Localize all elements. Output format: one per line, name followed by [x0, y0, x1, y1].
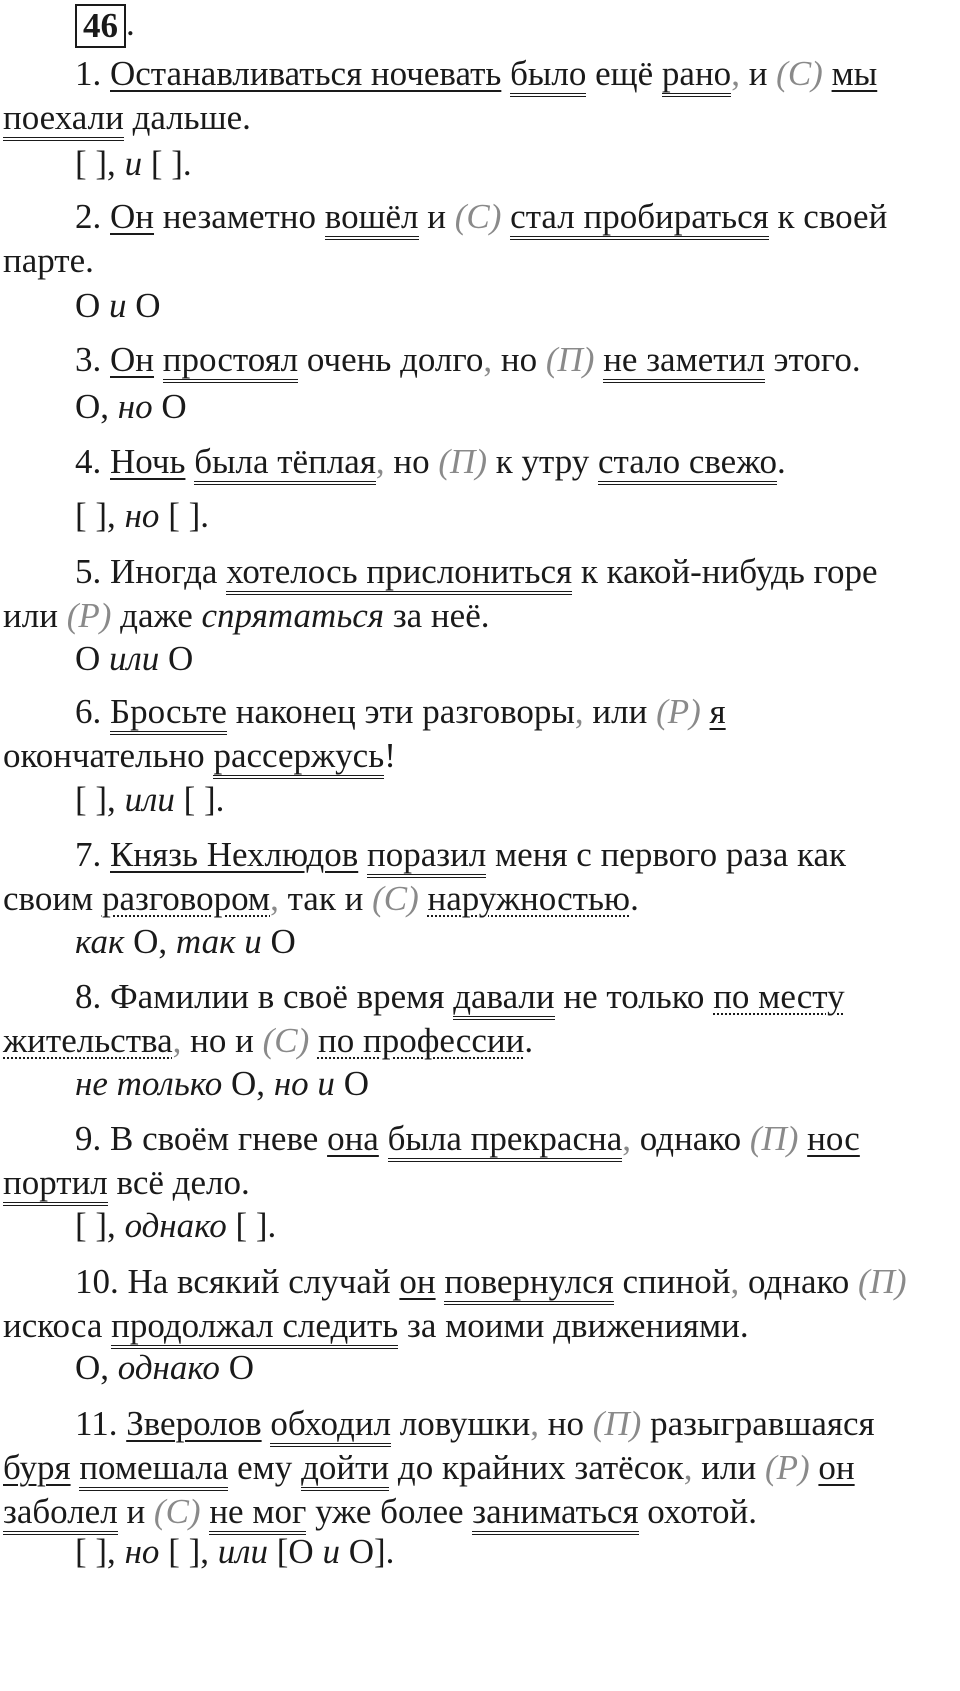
text-run: О].	[339, 1532, 395, 1571]
predicate-word: дойти	[301, 1448, 389, 1491]
sentence-scheme-4	[75, 494, 209, 538]
punctuation-mark: ,	[172, 1021, 182, 1060]
predicate-word: не заметил	[603, 340, 765, 383]
text-run: за моими движениями.	[398, 1306, 749, 1345]
sentence-line	[3, 338, 948, 382]
sentence-6	[3, 690, 948, 778]
predicate-word: рано	[662, 54, 731, 97]
text-run: 11.	[75, 1404, 127, 1443]
italic-word: но	[124, 496, 160, 535]
punctuation-mark: ,	[730, 1262, 740, 1301]
text-run: за неё.	[384, 596, 490, 635]
text-run: [ ].	[142, 144, 192, 183]
text-run	[358, 835, 367, 874]
sentence-2	[3, 195, 948, 283]
text-run: парте.	[3, 241, 94, 280]
text-run: [ ].	[159, 496, 209, 535]
text-run: и	[418, 197, 455, 236]
sentence-scheme-3	[75, 385, 187, 429]
sentence-scheme-2	[75, 284, 161, 328]
predicate-word: продолжал следить	[111, 1306, 398, 1349]
text-run: уже более	[306, 1492, 473, 1531]
sentence-5	[3, 550, 948, 638]
predicate-word: поразил	[367, 835, 486, 878]
sentence-line	[3, 1446, 948, 1490]
sentence-line	[3, 1019, 948, 1063]
text-run: 5. Иногда	[75, 552, 227, 591]
text-run: .	[630, 879, 639, 918]
subject-word: мы	[831, 54, 878, 93]
italic-word: или	[109, 639, 160, 678]
sentence-line	[3, 1490, 948, 1534]
sentence-line	[3, 1117, 948, 1161]
punctuation-mark: ,	[731, 54, 740, 93]
conjunction-marker: (П)	[749, 1119, 799, 1158]
text-run: О,	[124, 922, 176, 961]
predicate-word: хотелось прислониться	[226, 552, 572, 595]
text-run: [ ],	[75, 780, 125, 819]
conjunction-marker: (С)	[262, 1021, 310, 1060]
text-run: но и	[181, 1021, 263, 1060]
punctuation-mark: ,	[683, 1448, 693, 1487]
text-run: [ ],	[75, 1206, 125, 1245]
predicate-word: вошёл	[325, 197, 419, 240]
sentence-line	[3, 877, 948, 921]
text-run: [ ],	[75, 496, 125, 535]
punctuation-mark: ,	[375, 442, 385, 481]
sentence-line	[3, 550, 948, 594]
sentence-line	[3, 440, 948, 484]
sentence-line	[3, 975, 948, 1019]
text-run: но	[384, 442, 439, 481]
predicate-word: повернулся	[444, 1262, 613, 1305]
text-run: [О	[268, 1532, 323, 1571]
sentence-line	[3, 1260, 948, 1304]
punctuation-mark: ,	[270, 879, 279, 918]
sentence-line	[3, 690, 948, 734]
text-run: 3.	[75, 340, 110, 379]
text-run: к какой-нибудь горе	[572, 552, 878, 591]
text-run: к утру	[487, 442, 599, 481]
text-run	[501, 54, 510, 93]
text-run: этого.	[764, 340, 861, 379]
text-run	[823, 54, 832, 93]
text-run	[309, 1021, 318, 1060]
text-run: О,	[75, 387, 118, 426]
subject-word: Ночь	[110, 442, 186, 481]
conjunction-marker: (С)	[153, 1492, 201, 1531]
text-run: не только	[554, 977, 714, 1016]
conjunction-marker: (Р)	[66, 596, 112, 635]
text-run: .	[777, 442, 786, 481]
sentence-scheme-1	[75, 142, 192, 186]
italic-word: спрятаться	[201, 596, 385, 635]
italic-word: но и	[273, 1064, 335, 1103]
text-run: спиной	[613, 1262, 731, 1301]
conjunction-marker: (С)	[454, 197, 502, 236]
sentence-4	[3, 440, 948, 484]
exercise-number-dot: .	[126, 4, 135, 43]
text-run: незаметно	[154, 197, 325, 236]
subject-word: нос	[807, 1119, 860, 1158]
sentence-line	[3, 594, 948, 638]
sentence-scheme-8	[75, 1062, 369, 1106]
sentence-8	[3, 975, 948, 1063]
circumstance-word: по профессии	[317, 1021, 525, 1060]
text-run: 6.	[75, 692, 110, 731]
predicate-word: заниматься	[472, 1492, 638, 1535]
italic-word: как	[75, 922, 125, 961]
circumstance-word: разговором	[101, 879, 271, 918]
text-run: до крайних затёсок	[389, 1448, 684, 1487]
text-run: [ ],	[75, 1532, 125, 1571]
italic-word: однако	[117, 1348, 220, 1387]
punctuation-mark: ,	[574, 692, 584, 731]
text-run: О	[75, 286, 110, 325]
text-run: 9. В своём гневе	[75, 1119, 328, 1158]
subject-word: Зверолов	[126, 1404, 262, 1443]
sentence-line	[3, 1402, 948, 1446]
text-run: своим	[3, 879, 102, 918]
italic-word: но	[117, 387, 153, 426]
subject-word: Князь Нехлюдов	[110, 835, 359, 874]
conjunction-marker: (С)	[372, 879, 419, 918]
conjunction-marker: (П)	[592, 1404, 642, 1443]
text-run: ещё	[586, 54, 662, 93]
text-run: однако	[631, 1119, 750, 1158]
sentence-3	[3, 338, 948, 382]
text-run: ему	[228, 1448, 302, 1487]
text-run: и	[117, 1492, 154, 1531]
conjunction-marker: (С)	[776, 54, 823, 93]
sentence-scheme-6	[75, 778, 224, 822]
subject-word: я	[709, 692, 726, 731]
exercise-number: 46	[75, 4, 126, 48]
sentence-10	[3, 1260, 948, 1348]
predicate-word: стало свежо	[598, 442, 777, 485]
italic-word: и	[322, 1532, 340, 1571]
text-run: искоса	[3, 1306, 112, 1345]
predicate-word: заболел	[3, 1492, 118, 1535]
text-run: но	[492, 340, 546, 379]
predicate-word: помешала	[79, 1448, 228, 1491]
conjunction-marker: (П)	[545, 340, 595, 379]
text-run: О,	[75, 1348, 118, 1387]
subject-word: Он	[110, 197, 155, 236]
text-run: О	[219, 1348, 254, 1387]
text-run: О	[159, 639, 194, 678]
conjunction-marker: (Р)	[656, 692, 701, 731]
sentence-scheme-9	[75, 1204, 276, 1248]
conjunction-marker: (П)	[858, 1262, 907, 1301]
text-run: О	[75, 639, 110, 678]
text-run: 4.	[75, 442, 110, 481]
sentence-line	[3, 1161, 948, 1205]
sentence-line	[3, 239, 948, 283]
text-run: разыгравшаяся	[641, 1404, 875, 1443]
sentence-line	[3, 96, 948, 140]
text-run: однако	[739, 1262, 858, 1301]
text-run: или	[3, 596, 67, 635]
sentence-line	[3, 195, 948, 239]
subject-word: буря	[3, 1448, 71, 1487]
italic-word: или	[124, 780, 175, 819]
text-run	[379, 1119, 388, 1158]
text-run: меня с первого раза как	[486, 835, 847, 874]
predicate-word: простоял	[163, 340, 298, 383]
text-run: О	[152, 387, 187, 426]
italic-word: однако	[124, 1206, 227, 1245]
sentence-line	[3, 833, 948, 877]
text-run: 10. На всякий случай	[75, 1262, 400, 1301]
subject-word: Останавливаться ночевать	[110, 54, 502, 93]
text-run	[798, 1119, 807, 1158]
italic-word: так и	[175, 922, 262, 961]
text-run: [ ],	[159, 1532, 218, 1571]
text-run	[594, 340, 603, 379]
italic-word: и	[124, 144, 143, 183]
text-run: [ ].	[174, 780, 225, 819]
text-run: или	[583, 692, 657, 731]
predicate-word: стал пробираться	[510, 197, 769, 240]
sentence-scheme-7	[75, 920, 296, 964]
conjunction-marker: (П)	[438, 442, 487, 481]
text-run: но	[539, 1404, 593, 1443]
text-run: и	[739, 54, 777, 93]
text-run: окончательно	[3, 736, 214, 775]
predicate-word: было	[510, 54, 586, 97]
text-run: [ ],	[75, 144, 125, 183]
sentence-line	[3, 1304, 948, 1348]
circumstance-word: наружностью	[427, 879, 631, 918]
text-run	[501, 197, 510, 236]
sentence-scheme-5	[75, 637, 193, 681]
sentence-7	[3, 833, 948, 921]
text-run: так и	[278, 879, 373, 918]
predicate-word: Бросьте	[110, 692, 227, 735]
text-run: охотой.	[638, 1492, 757, 1531]
text-run: 1.	[75, 54, 110, 93]
text-run: или	[692, 1448, 765, 1487]
italic-word: и	[109, 286, 127, 325]
italic-word: но	[124, 1532, 160, 1571]
text-run: О	[261, 922, 296, 961]
text-run: 2.	[75, 197, 110, 236]
text-run	[154, 340, 163, 379]
conjunction-marker: (Р)	[764, 1448, 810, 1487]
sentence-11	[3, 1402, 948, 1534]
text-run: всё дело.	[107, 1163, 250, 1202]
text-run: О	[334, 1064, 369, 1103]
predicate-word: давали	[453, 977, 554, 1020]
subject-word: Он	[110, 340, 155, 379]
sentence-scheme-10	[75, 1346, 254, 1390]
text-run: очень долго	[298, 340, 484, 379]
subject-word: он	[399, 1262, 436, 1301]
predicate-word: была тёплая	[194, 442, 376, 485]
text-run	[701, 692, 710, 731]
punctuation-mark: ,	[483, 340, 493, 379]
predicate-word: обходил	[270, 1404, 391, 1447]
text-run: [ ].	[226, 1206, 277, 1245]
text-run: к своей	[768, 197, 888, 236]
text-run: ловушки	[391, 1404, 531, 1443]
subject-word: он	[818, 1448, 855, 1487]
punctuation-mark: ,	[622, 1119, 632, 1158]
predicate-word: не мог	[209, 1492, 306, 1535]
predicate-word: рассержусь	[213, 736, 384, 779]
sentence-9	[3, 1117, 948, 1205]
predicate-word: портил	[3, 1163, 108, 1206]
text-run: 8. Фамилии в своё время	[75, 977, 454, 1016]
punctuation-mark: ,	[530, 1404, 539, 1443]
sentence-line	[3, 52, 948, 96]
text-run	[185, 442, 194, 481]
sentence-1	[3, 52, 948, 140]
predicate-word: была прекрасна	[388, 1119, 623, 1162]
sentence-line	[3, 734, 948, 778]
text-run: О	[126, 286, 161, 325]
italic-word: не только	[75, 1064, 223, 1103]
sentence-scheme-11	[75, 1530, 394, 1574]
text-run: !	[384, 736, 396, 775]
text-run: даже	[111, 596, 202, 635]
text-run: наконец эти разговоры	[226, 692, 575, 731]
predicate-word: поехали	[3, 98, 124, 141]
text-run: 7.	[75, 835, 110, 874]
text-run: дальше.	[123, 98, 251, 137]
circumstance-word: жительства	[3, 1021, 173, 1060]
text-run: .	[524, 1021, 534, 1060]
circumstance-word: по месту	[713, 977, 845, 1016]
subject-word: она	[327, 1119, 379, 1158]
italic-word: или	[217, 1532, 269, 1571]
text-run: О,	[222, 1064, 274, 1103]
